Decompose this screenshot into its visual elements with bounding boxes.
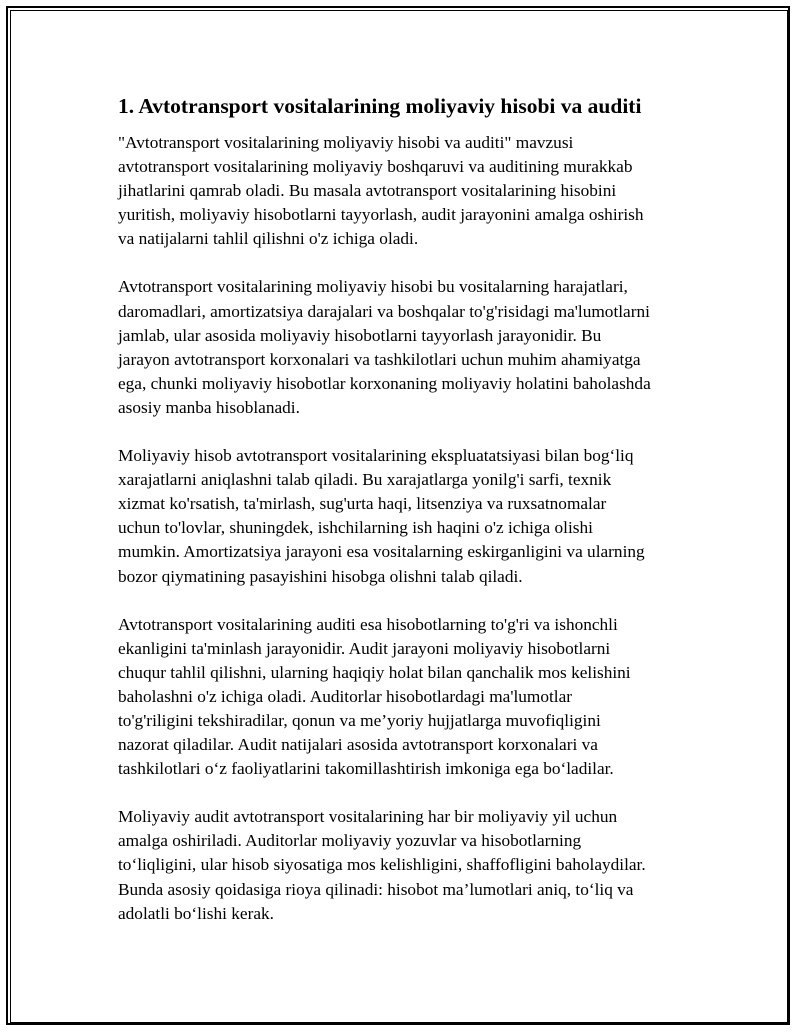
paragraph-2 [118,275,688,420]
text-line: Bunda asosiy qoidasiga rioya qilinadi: hisobot ma’lumotlari aniq, to‘liq va [118,879,634,899]
text-line: avtotransport vositalarining moliyaviy boshqaruvi va auditining murakkab [118,157,633,177]
text-line: jihatlarini qamrab oladi. Bu masala avtotransport vositalarining hisobini [118,181,617,201]
text-line: mumkin. Amortizatsiya jarayoni esa vositalarning eskirganligini va ularning [118,542,645,562]
paragraph-1 [118,131,688,251]
text-line: to'g'riligini tekshiradilar, qonun va me’yoriy hujjatlarga muvofiqligini [118,710,601,730]
text-line: Moliyaviy hisob avtotransport vositalarining ekspluatatsiyasi bilan bog‘liq [118,446,634,466]
text-line: jarayon avtotransport korxonalari va tashkilotlari uchun muhim ahamiyatga [118,349,641,369]
paragraph-3 [118,444,688,589]
text-line: to‘liqligini, ular hisob siyosatiga mos kelishligini, shaffofligini baholaydilar. [118,855,646,875]
text-line: bozor qiymatining pasayishini hisobga olishni talab qiladi. [118,566,523,586]
text-line: tashkilotlari o‘z faoliyatlarini takomillashtirish imkoniga ega bo‘ladilar. [118,759,614,779]
text-line: xizmat ko'rsatish, ta'mirlash, sug'urta haqi, litsenziya va ruxsatnomalar [118,494,607,514]
text-line: ekanligini ta'minlash jarayonidir. Audit jarayoni moliyaviy hisobotlarni [118,638,611,658]
paragraph-4 [118,613,688,782]
text-line: Avtotransport vositalarining auditi esa hisobotlarning to'g'ri va ishonchli [118,614,618,634]
text-line: amalga oshiriladi. Auditorlar moliyaviy yozuvlar va hisobotlarning [118,831,582,851]
text-line: "Avtotransport vositalarining moliyaviy hisobi va auditi" mavzusi [118,133,574,152]
text-line: daromadlari, amortizatsiya darajalari va boshqalar to'g'risidagi ma'lumotlarni [118,301,650,321]
text-line: nazorat qiladilar. Audit natijalari asosida avtotransport korxonalari va [118,735,598,755]
text-line: asosiy manba hisoblanadi. [118,397,300,417]
text-line: va natijalarni tahlil qilishni o'z ichiga oladi. [118,229,419,249]
text-line: Avtotransport vositalarining moliyaviy hisobi bu vositalarning harajatlari, [118,277,628,297]
text-line: chuqur tahlil qilishni, ularning haqiqiy holat bilan qanchalik mos kelishini [118,662,631,682]
text-line: baholashni o'z ichiga oladi. Auditorlar hisobotlardagi ma'lumotlar [118,686,572,706]
text-line: ega, chunki moliyaviy hisobotlar korxonaning moliyaviy holatini baholashda [118,373,651,393]
document-title: 1. Avtotransport vositalarining moliyaviy hisobi va auditi [118,94,642,118]
paragraph-5 [118,805,688,925]
document-body [118,92,688,950]
text-line: xarajatlarni aniqlashni talab qiladi. Bu xarajatlarga yonilg'i sarfi, texnik [118,470,612,490]
text-line: adolatli bo‘lishi kerak. [118,903,274,923]
text-line: uchun to'lovlar, shuningdek, ishchilarning ish haqini o'z ichiga olishi [118,518,593,538]
text-line: Moliyaviy audit avtotransport vositalarining har bir moliyaviy yil uchun [118,807,618,827]
text-line: jamlab, ular asosida moliyaviy hisobotlarni tayyorlash jarayonidir. Bu [118,325,602,345]
text-line: yuritish, moliyaviy hisobotlarni tayyorlash, audit jarayonini amalga oshirish [118,205,644,225]
